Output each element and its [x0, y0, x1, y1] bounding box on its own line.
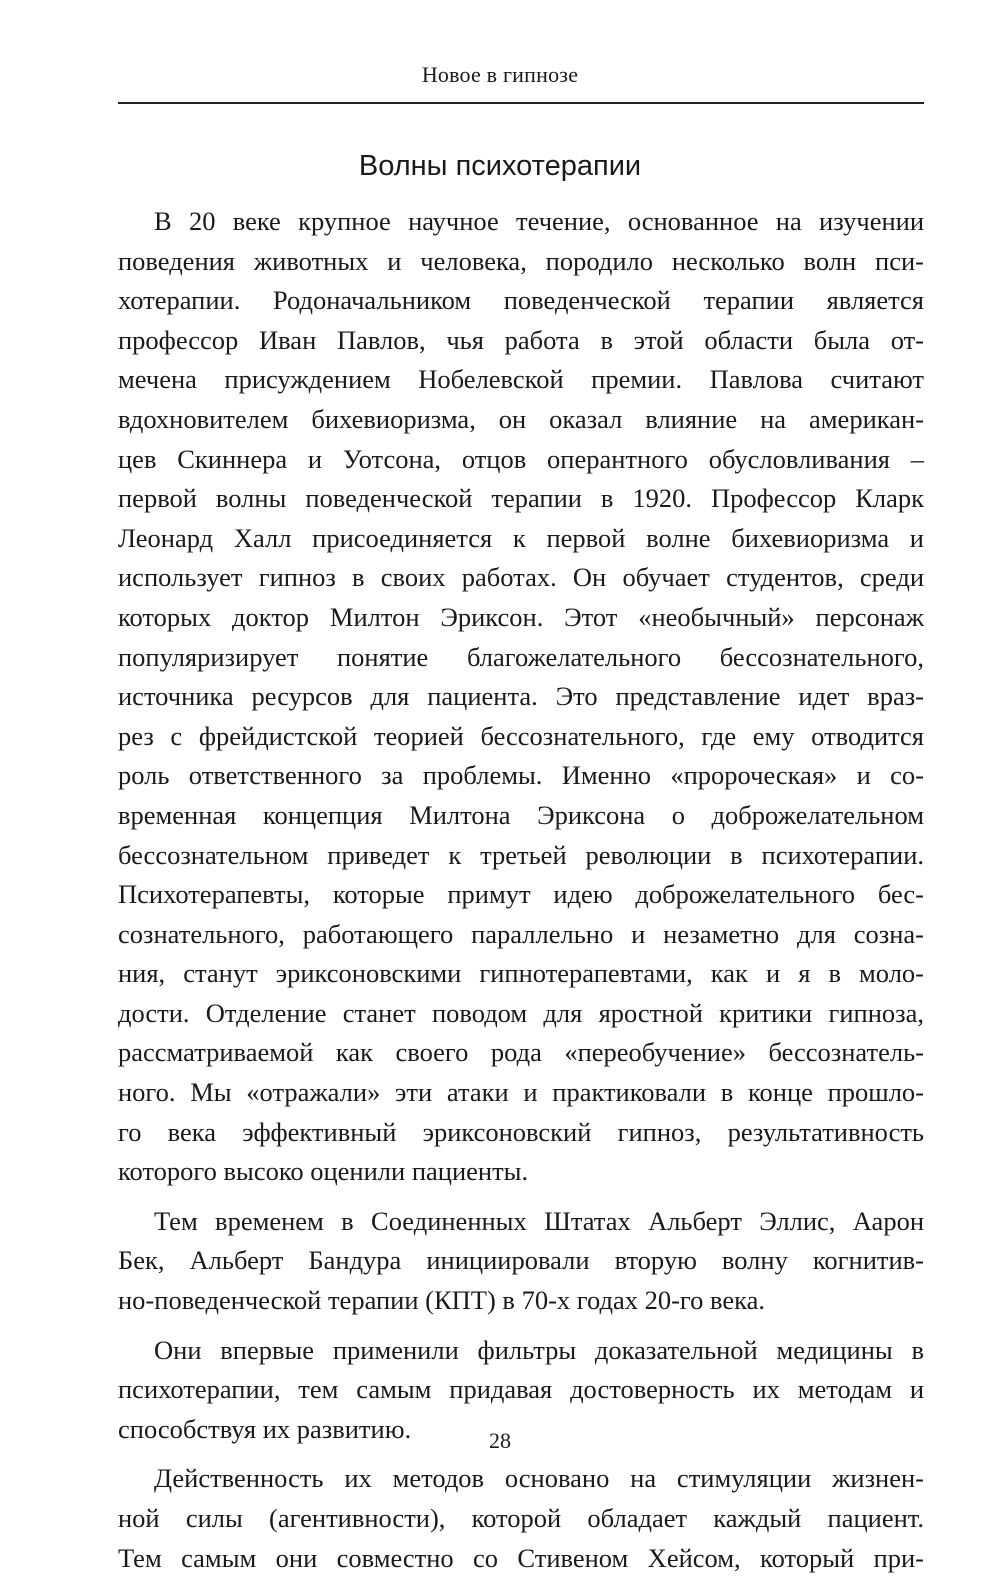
paragraph [118, 1459, 924, 1578]
text-line: которых доктор Милтон Эриксон. Этот «необычный» персонаж [118, 601, 924, 632]
text-line: Они впервые применили фильтры доказательной медицины в [154, 1334, 924, 1365]
text-line: профессор Иван Павлов, чья работа в этой области была от- [118, 324, 924, 355]
text-line: которого высоко оценили пациенты. [118, 1156, 529, 1187]
text-line: психотерапии, тем самым придавая достоверность их методам и [118, 1374, 924, 1405]
text-line: мечена присуждением Нобелевской премии. Павлова считают [118, 364, 924, 395]
text-line: использует гипноз в своих работах. Он обучает студентов, среди [118, 562, 924, 593]
text-line: Тем временем в Соединенных Штатах Альберт Эллис, Аарон [154, 1205, 924, 1236]
text-line: хотерапии. Родоначальником поведенческой терапии является [118, 285, 924, 316]
body-text [118, 202, 924, 1578]
text-line: поведения животных и человека, породило несколько волн пси- [118, 245, 924, 276]
text-line: дости. Отделение станет поводом для яростной критики гипноза, [118, 997, 924, 1028]
text-line: В 20 веке крупное научное течение, основанное на изучении [154, 206, 924, 236]
text-line: Тем самым они совместно со Стивеном Хейсом, который при- [118, 1542, 924, 1573]
text-line: вдохновителем бихевиоризма, он оказал влияние на американ- [118, 403, 924, 434]
header-rule [118, 102, 924, 104]
text-line: источника ресурсов для пациента. Это представление идет враз- [118, 681, 924, 712]
text-line: Действенность их методов основано на стимуляции жизнен- [154, 1463, 924, 1494]
section-heading: Волны психотерапии [358, 150, 642, 182]
running-head: Новое в гипнозе [421, 62, 579, 87]
text-line: ния, станут эриксоновскими гипнотерапевтами, как и я в моло- [118, 958, 924, 989]
page-number: 28 [489, 1428, 511, 1453]
text-line: Бек, Альберт Бандура инициировали вторую волну когнитив- [118, 1245, 924, 1276]
text-line: роль ответственного за проблемы. Именно «пророческая» и со- [118, 760, 924, 791]
text-line: временная концепция Милтона Эриксона о доброжелательном [118, 799, 924, 830]
text-line: го века эффективный эриксоновский гипноз, результативность [118, 1116, 924, 1147]
text-line: ной силы (агентивности), которой обладает каждый пациент. [118, 1503, 924, 1533]
text-line: рез с фрейдистской теорией бессознательного, где ему отводится [118, 720, 924, 751]
text-line: способствуя их развитию. [118, 1413, 412, 1444]
text-line: сознательного, работающего параллельно и незаметно для созна- [118, 918, 924, 949]
text-line: первой волны поведенческой терапии в 1920. Профессор Кларк [118, 483, 924, 514]
paragraph-gap [118, 1192, 924, 1202]
text-line: цев Скиннера и Уотсона, отцов оперантного обусловливания – [118, 443, 924, 474]
paragraph-gap [118, 1321, 924, 1331]
text-line: рассматриваемой как своего рода «переобучение» бессознатель- [118, 1037, 924, 1068]
text-line: Леонард Халл присоединяется к первой волне бихевиоризма и [118, 522, 924, 553]
text-line: бессознательном приведет к третьей революции в психотерапии. [118, 839, 924, 870]
text-line: ного. Мы «отражали» эти атаки и практиковали в конце прошло- [118, 1077, 924, 1108]
paragraph [118, 1202, 924, 1321]
text-line: Психотерапевты, которые примут идею доброжелательного бес- [118, 879, 924, 910]
text-line: популяризирует понятие благожелательного бессознательного, [118, 641, 924, 672]
text-line: но-поведенческой терапии (КПТ) в 70-х годах 20-го века. [118, 1285, 765, 1316]
paragraph [118, 202, 924, 1192]
